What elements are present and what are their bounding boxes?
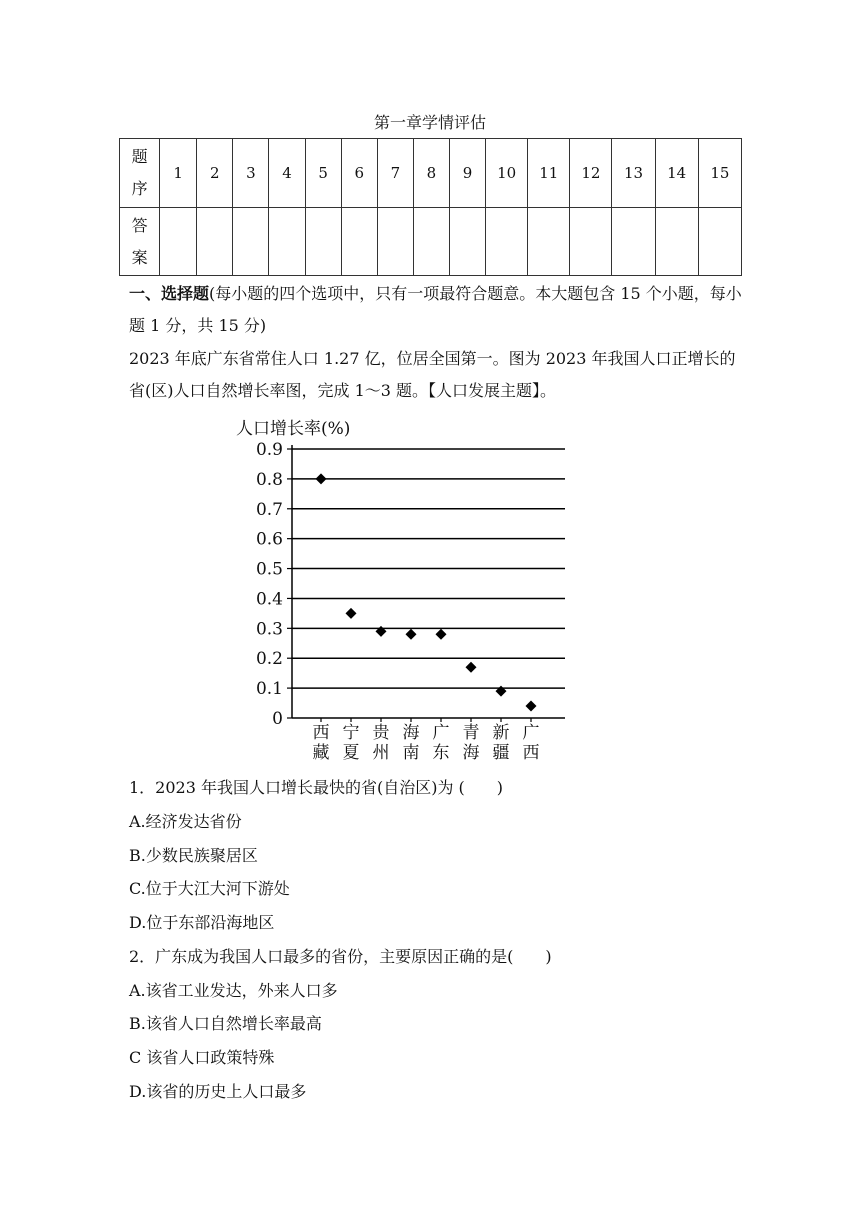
- chart-y-tick-label: 0.7: [255, 499, 283, 520]
- row-label-answer: 答案: [120, 208, 160, 276]
- answer-option: B.少数民族聚居区: [129, 846, 258, 865]
- answer-cell[interactable]: [305, 208, 341, 276]
- section-instructions-text: (每小题的四个选项中，只有一项最符合题意。本大题包含 15 个小题，每小题 1 分，共 15 分): [129, 284, 742, 335]
- chart-y-tick-label: 0.6: [255, 529, 283, 550]
- answer-table-answer-row: [120, 208, 742, 276]
- page-title: 第一章学情评估: [373, 113, 486, 132]
- chart-x-tick-label: [313, 723, 330, 763]
- chart-x-tick-label: [433, 723, 450, 763]
- answer-cell[interactable]: [377, 208, 413, 276]
- chart-x-tick-label: [523, 723, 540, 763]
- chart-x-tick-label: [493, 723, 510, 763]
- answer-cell[interactable]: [413, 208, 449, 276]
- question-number-cell: 14: [655, 139, 698, 208]
- chart-y-axis-label: 人口增长率(%): [236, 419, 351, 439]
- answer-cell[interactable]: [570, 208, 612, 276]
- question-number-cell: 12: [570, 139, 612, 208]
- chart-x-tick-char: 东: [432, 743, 450, 763]
- answer-option: D.该省的历史上人口最多: [129, 1082, 307, 1101]
- chart-x-tick-char: 海: [462, 743, 480, 763]
- chart-y-tick-label: 0.2: [255, 649, 283, 670]
- chart-gridlines: [292, 449, 565, 688]
- section-instructions: [129, 278, 749, 342]
- chart-x-tick-char: 广: [432, 723, 450, 743]
- answer-table: [119, 138, 742, 276]
- population-growth-chart: [230, 412, 590, 764]
- chart-data-point: [466, 662, 477, 673]
- question-number-cell: 15: [698, 139, 741, 208]
- answer-cell[interactable]: [528, 208, 570, 276]
- chart-data-point: [406, 629, 417, 640]
- chart-x-tick-char: 西: [312, 723, 330, 743]
- question-number-cell: 8: [413, 139, 449, 208]
- question-number-cell: 4: [269, 139, 305, 208]
- chart-y-tick-label: 0.9: [255, 440, 283, 460]
- answer-cell[interactable]: [655, 208, 698, 276]
- chart-data-point: [346, 608, 357, 619]
- chart-data-point: [436, 629, 447, 640]
- answer-option: A.经济发达省份: [129, 812, 242, 831]
- answer-table-number-row: [120, 139, 742, 208]
- chart-x-tick-char: 藏: [312, 743, 330, 763]
- chart-x-tick-label: [403, 723, 420, 763]
- chart-x-tick-char: 宁: [342, 723, 360, 743]
- answer-cell[interactable]: [269, 208, 305, 276]
- question-number-cell: 10: [486, 139, 528, 208]
- chart-y-tick-label: 0.3: [255, 619, 283, 640]
- question-number-cell: 7: [377, 139, 413, 208]
- chart-y-tick-label: 0.1: [255, 679, 283, 700]
- chart-x-tick-char: 广: [522, 723, 540, 743]
- section-heading: 一、选择题: [129, 284, 210, 303]
- chart-x-tick-char: 海: [402, 723, 420, 743]
- chart-x-labels: [313, 718, 540, 763]
- answer-option: B.该省人口自然增长率最高: [129, 1014, 322, 1033]
- answer-cell[interactable]: [160, 208, 197, 276]
- question-stem: 2．广东成为我国人口最多的省份，主要原因正确的是( ): [129, 947, 552, 966]
- question-number-cell: 2: [197, 139, 233, 208]
- question-number-cell: 13: [612, 139, 655, 208]
- answer-cell[interactable]: [341, 208, 377, 276]
- chart-x-tick-char: 青: [462, 723, 480, 743]
- answer-cell[interactable]: [698, 208, 741, 276]
- chart-x-tick-char: 贵: [372, 723, 390, 743]
- answer-cell[interactable]: [486, 208, 528, 276]
- answer-cell[interactable]: [450, 208, 486, 276]
- chart-x-tick-label: [343, 723, 360, 763]
- question-number-cell: 6: [341, 139, 377, 208]
- question-number-cell: 3: [233, 139, 269, 208]
- answer-cell[interactable]: [612, 208, 655, 276]
- answer-option: A.该省工业发达，外来人口多: [129, 981, 338, 1000]
- question-number-cell: 9: [450, 139, 486, 208]
- chart-x-tick-char: 南: [402, 743, 420, 763]
- chart-data-point: [496, 686, 507, 697]
- question-number-cell: 1: [160, 139, 197, 208]
- question-stem-passage: 2023 年底广东省常住人口 1.27 亿，位居全国第一。图为 2023 年我国人口正增长的省(区)人口自然增长率图，完成 1～3 题。【人口发展主题】。: [129, 349, 736, 400]
- answer-cell[interactable]: [197, 208, 233, 276]
- chart-y-tick-label: 0.4: [255, 589, 283, 610]
- chart-x-tick-char: 夏: [342, 743, 360, 763]
- chart-data-point: [526, 701, 537, 712]
- chart-x-tick-label: [463, 723, 480, 763]
- chart-data-point: [316, 473, 327, 484]
- chart-x-tick-char: 州: [372, 743, 390, 763]
- row-label-question-number: 题序: [120, 139, 160, 208]
- chart-x-tick-label: [373, 723, 391, 763]
- chart-x-tick-char: 西: [522, 743, 540, 763]
- answer-cell[interactable]: [233, 208, 269, 276]
- chart-data-point: [376, 626, 387, 637]
- chart-y-tick-label: 0: [272, 709, 283, 729]
- chart-y-tick-label: 0.5: [255, 559, 283, 580]
- answer-option: C 该省人口政策特殊: [129, 1048, 275, 1067]
- question-stem: 1．2023 年我国人口增长最快的省(自治区)为 ( ): [129, 778, 504, 797]
- question-number-cell: 5: [305, 139, 341, 208]
- answer-option: D.位于东部沿海地区: [129, 913, 275, 932]
- chart-x-tick-char: 疆: [492, 743, 510, 763]
- chart-y-ticks: [256, 440, 292, 729]
- chart-y-tick-label: 0.8: [255, 469, 283, 490]
- chart-x-tick-char: 新: [492, 723, 510, 743]
- answer-option: C.位于大江大河下游处: [129, 879, 290, 898]
- question-number-cell: 11: [528, 139, 570, 208]
